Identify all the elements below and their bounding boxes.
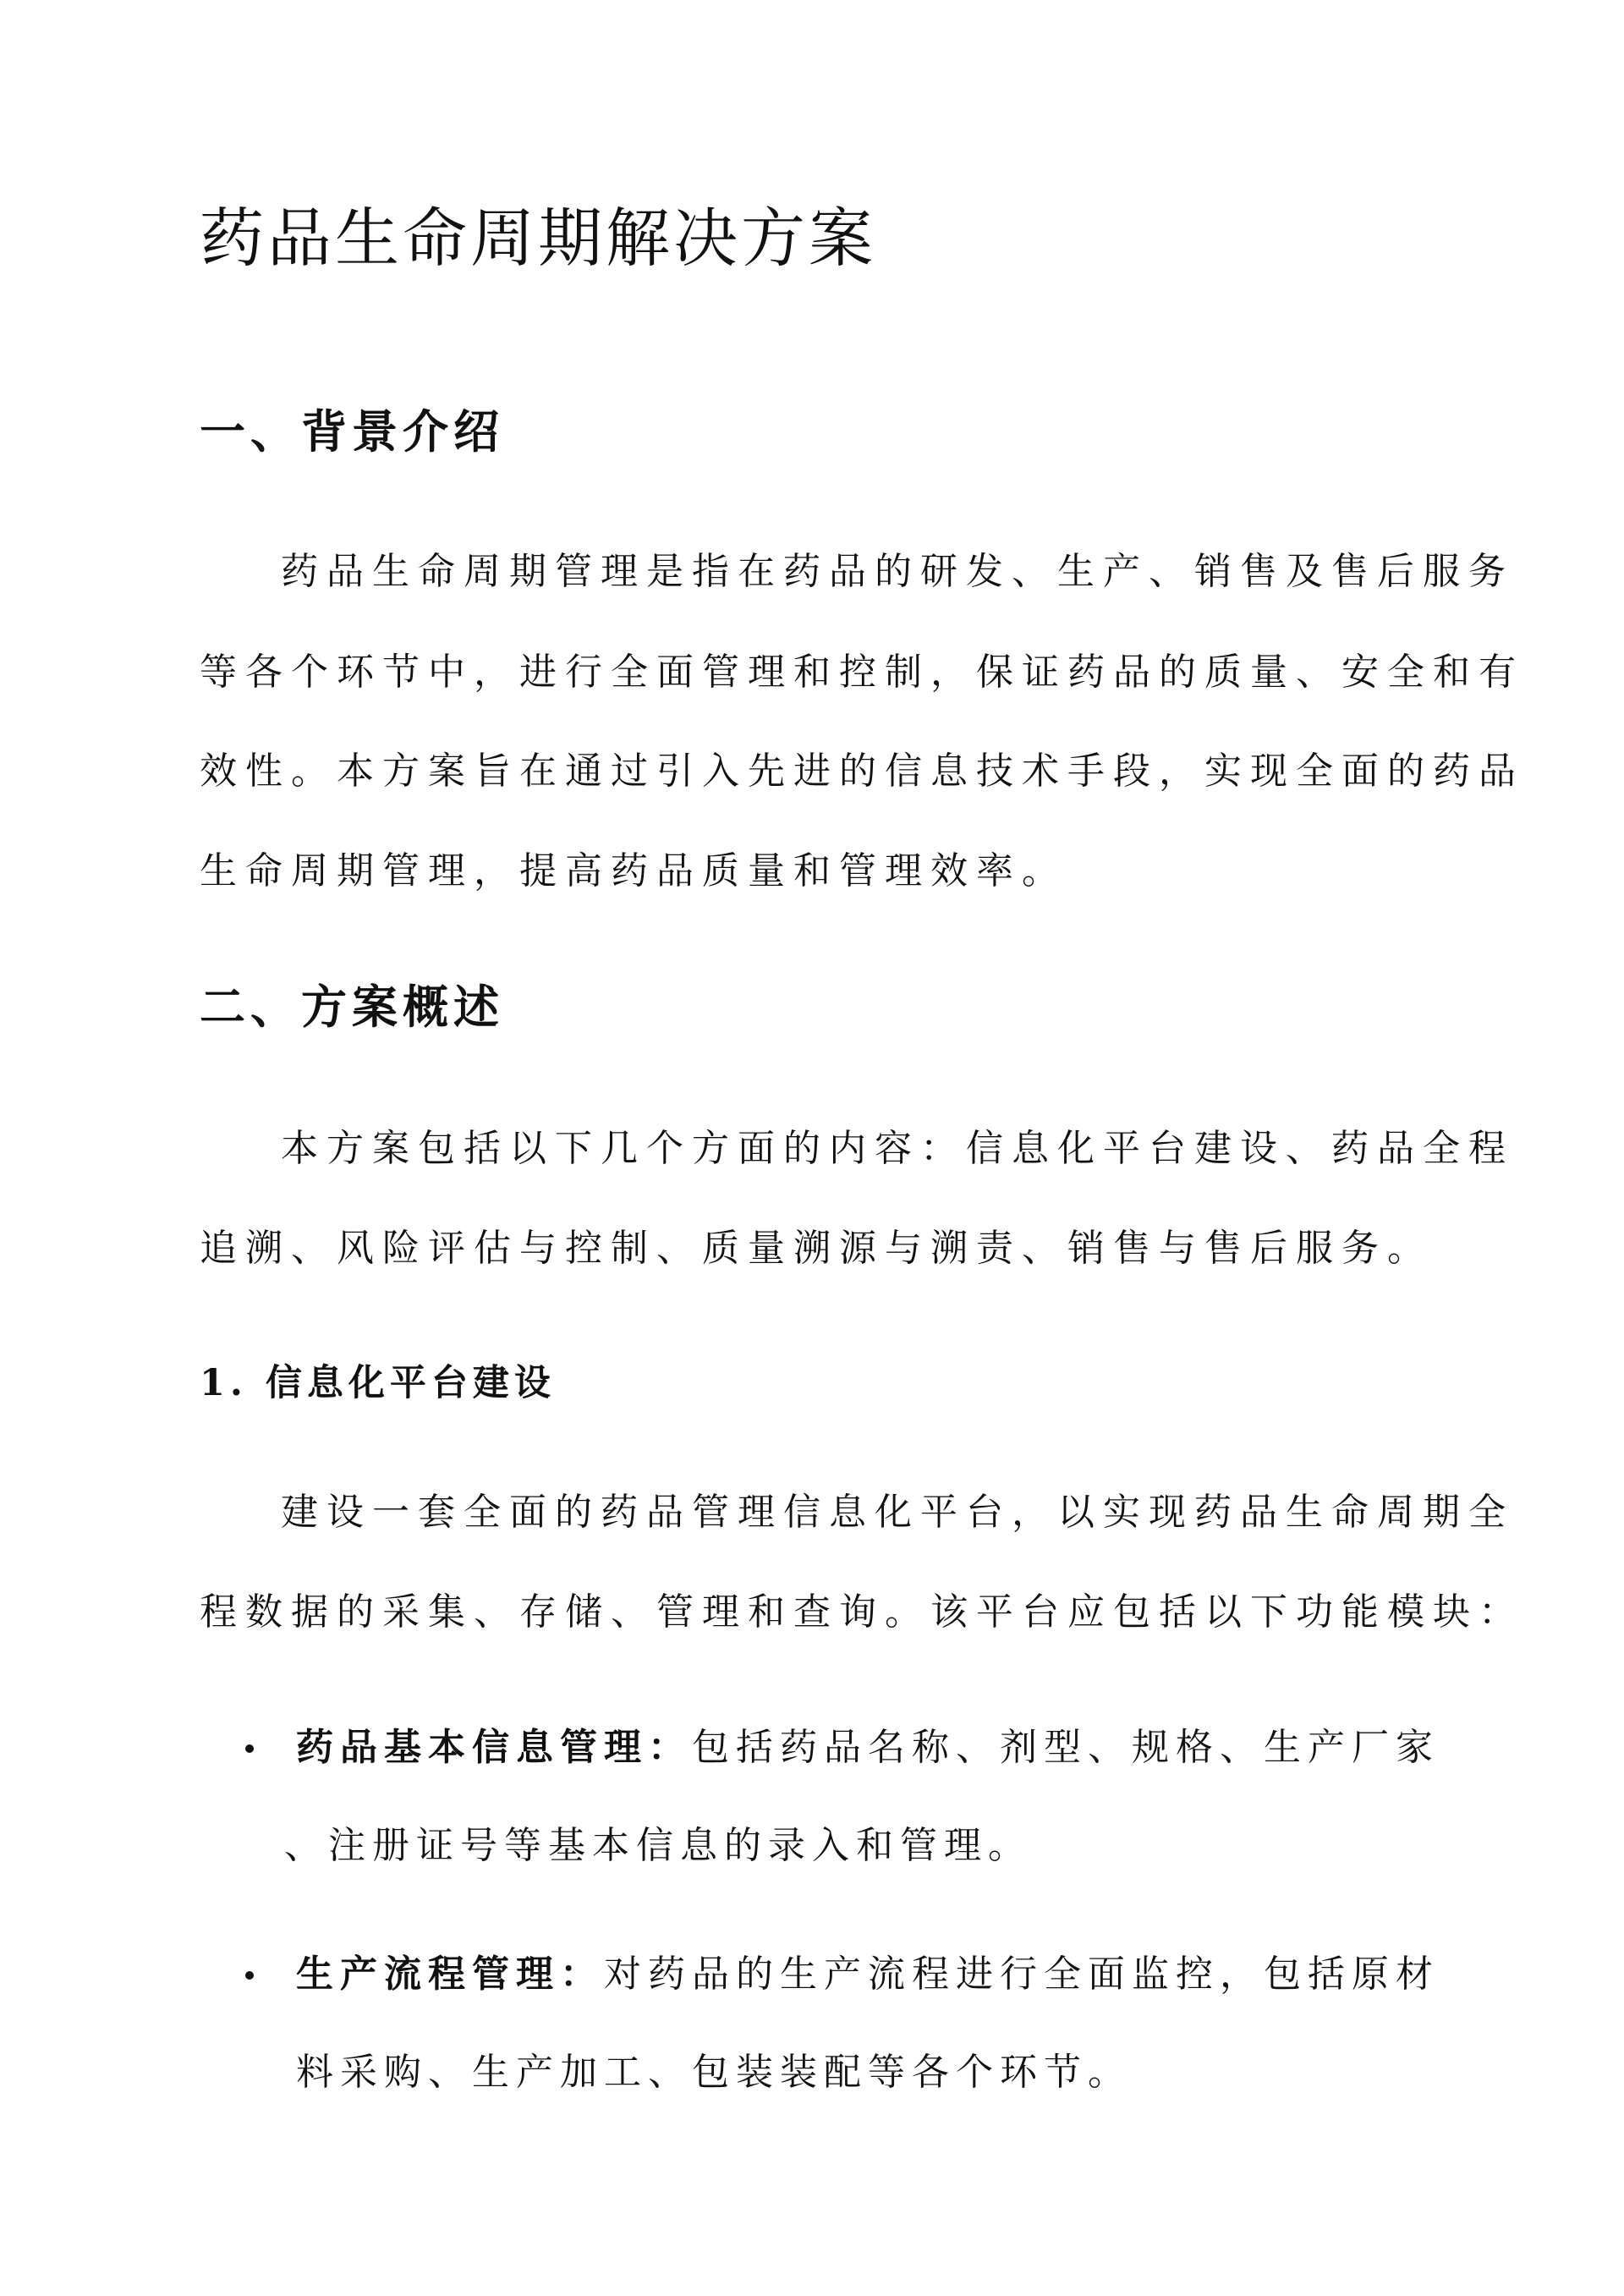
bullet-text: 包括药品名称、剂型、规格、生产厂家 [692, 1726, 1440, 1769]
subsection-heading-platform: 1. 信息化平台建设 [200, 1362, 556, 1404]
section-heading-overview: 二、方案概述 [200, 980, 504, 1034]
bullet-title: 药品基本信息管理： [296, 1726, 692, 1769]
paragraph-line: 生命周期管理，提高药品质量和管理效率。 [200, 849, 1067, 893]
bullet-icon [245, 1744, 254, 1753]
bullet-title: 生产流程管理： [296, 1953, 604, 1996]
paragraph-line: 程数据的采集、存储、管理和查询。该平台应包括以下功能模块： [200, 1590, 1524, 1634]
paragraph-line: 追溯、风险评估与控制、质量溯源与溯责、销售与售后服务。 [200, 1227, 1433, 1270]
paragraph-line: 药品生命周期管理是指在药品的研发、生产、销售及售后服务 [281, 550, 1514, 593]
paragraph-line: 等各个环节中，进行全面管理和控制，保证药品的质量、安全和有 [200, 651, 1524, 694]
paragraph-line: 建设一套全面的药品管理信息化平台，以实现药品生命周期全 [281, 1491, 1514, 1534]
bullet-text: 对药品的生产流程进行全面监控，包括原材 [604, 1953, 1440, 1996]
document-title: 药品生命周期解决方案 [200, 200, 876, 276]
paragraph-line: 本方案包括以下几个方面的内容：信息化平台建设、药品全程 [281, 1127, 1514, 1170]
bullet-line [296, 1949, 1440, 2000]
bullet-continuation-line: 料采购、生产加工、包装装配等各个环节。 [296, 2051, 1132, 2094]
bullet-line [296, 1722, 1440, 1773]
bullet-icon [245, 1971, 254, 1980]
paragraph-line: 效性。本方案旨在通过引入先进的信息技术手段，实现全面的药品 [200, 750, 1524, 793]
section-heading-background: 一、背景介绍 [200, 404, 504, 459]
bullet-continuation-line: 、注册证号等基本信息的录入和管理。 [284, 1824, 1032, 1867]
